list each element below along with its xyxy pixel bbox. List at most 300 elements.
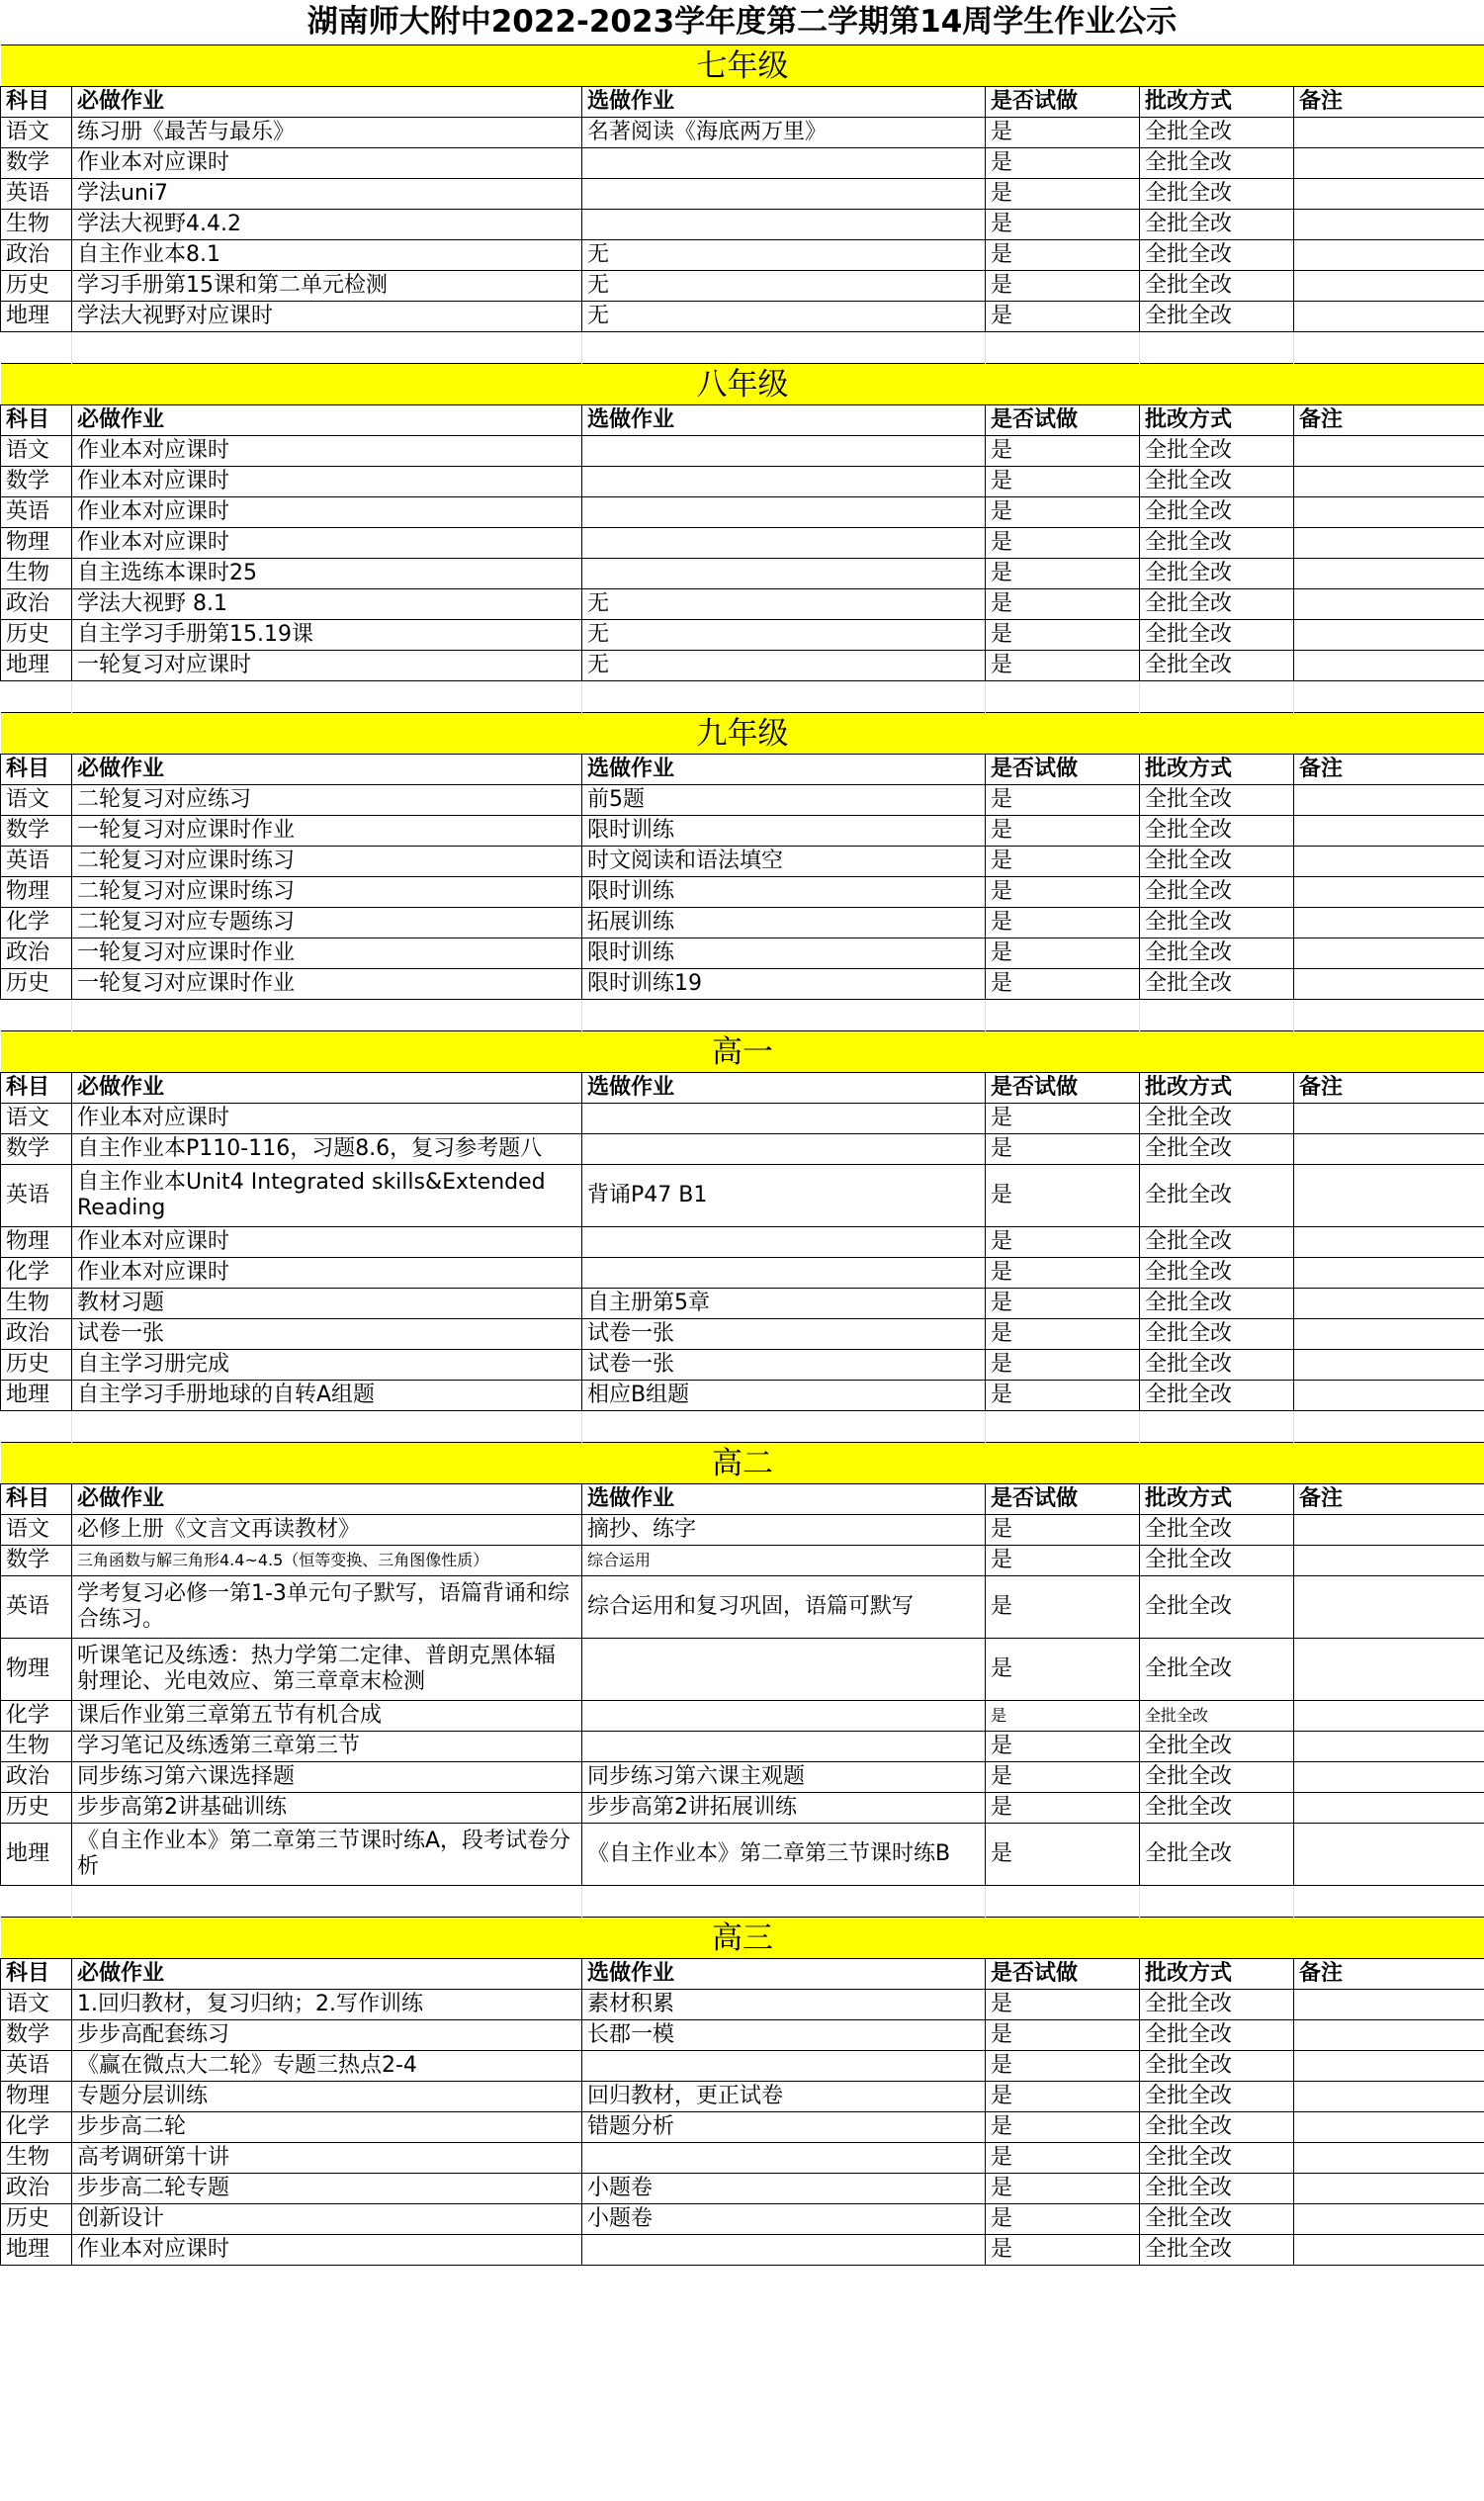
optional-cell: 小题卷 bbox=[582, 2204, 986, 2235]
column-header: 必做作业 bbox=[72, 1073, 582, 1104]
trial-cell: 是 bbox=[986, 589, 1140, 620]
required-cell: 自主作业本P110-116，习题8.6，复习参考题八 bbox=[72, 1134, 582, 1165]
required-cell: 学习手册第15课和第二单元检测 bbox=[72, 271, 582, 302]
optional-cell: 同步练习第六课主观题 bbox=[582, 1762, 986, 1793]
grade-band bbox=[1, 1918, 1484, 1959]
trial-cell: 是 bbox=[986, 1701, 1140, 1732]
optional-cell: 错题分析 bbox=[582, 2112, 986, 2143]
trial-cell: 是 bbox=[986, 1165, 1140, 1227]
remark-cell bbox=[1294, 2204, 1484, 2235]
required-cell: 作业本对应课时 bbox=[72, 1258, 582, 1289]
remark-cell bbox=[1294, 497, 1484, 528]
remark-cell bbox=[1294, 969, 1484, 1000]
table-row bbox=[1, 2143, 1484, 2174]
table-row bbox=[1, 271, 1484, 302]
table-row bbox=[1, 2204, 1484, 2235]
subject-cell: 物理 bbox=[1, 1639, 72, 1701]
required-cell: 听课笔记及练透：热力学第二定律、普朗克黑体辐射理论、光电效应、第三章章末检测 bbox=[72, 1639, 582, 1701]
required-cell: 作业本对应课时 bbox=[72, 497, 582, 528]
subject-cell: 物理 bbox=[1, 2082, 72, 2112]
table-row bbox=[1, 1515, 1484, 1546]
remark-cell bbox=[1294, 271, 1484, 302]
remark-cell bbox=[1294, 877, 1484, 908]
required-cell: 二轮复习对应专题练习 bbox=[72, 908, 582, 938]
remark-cell bbox=[1294, 1824, 1484, 1886]
table-row bbox=[1, 2051, 1484, 2082]
table-row bbox=[1, 1134, 1484, 1165]
subject-cell: 语文 bbox=[1, 1515, 72, 1546]
optional-cell: 拓展训练 bbox=[582, 908, 986, 938]
subject-cell: 数学 bbox=[1, 2020, 72, 2051]
table-row bbox=[1, 2020, 1484, 2051]
grading-cell: 全批全改 bbox=[1140, 210, 1294, 240]
optional-cell: 摘抄、练字 bbox=[582, 1515, 986, 1546]
column-header: 批改方式 bbox=[1140, 1073, 1294, 1104]
trial-cell: 是 bbox=[986, 908, 1140, 938]
optional-cell bbox=[582, 436, 986, 467]
column-header: 选做作业 bbox=[582, 1073, 986, 1104]
subject-cell: 政治 bbox=[1, 938, 72, 969]
table-row bbox=[1, 847, 1484, 877]
grading-cell: 全批全改 bbox=[1140, 1381, 1294, 1411]
trial-cell: 是 bbox=[986, 1990, 1140, 2020]
grading-cell: 全批全改 bbox=[1140, 1576, 1294, 1639]
optional-cell: 自主册第5章 bbox=[582, 1289, 986, 1319]
subject-cell: 物理 bbox=[1, 1227, 72, 1258]
trial-cell: 是 bbox=[986, 436, 1140, 467]
remark-cell bbox=[1294, 436, 1484, 467]
spacer-cell bbox=[1140, 1411, 1294, 1443]
trial-cell: 是 bbox=[986, 785, 1140, 816]
optional-cell bbox=[582, 1104, 986, 1134]
grading-cell: 全批全改 bbox=[1140, 1701, 1294, 1732]
trial-cell: 是 bbox=[986, 467, 1140, 497]
optional-cell bbox=[582, 1227, 986, 1258]
required-cell: 学法大视野 8.1 bbox=[72, 589, 582, 620]
optional-cell bbox=[582, 1732, 986, 1762]
trial-cell: 是 bbox=[986, 969, 1140, 1000]
subject-cell: 数学 bbox=[1, 148, 72, 179]
remark-cell bbox=[1294, 2051, 1484, 2082]
spacer-cell bbox=[1140, 681, 1294, 713]
grading-cell: 全批全改 bbox=[1140, 2235, 1294, 2266]
subject-cell: 英语 bbox=[1, 1576, 72, 1639]
column-header: 必做作业 bbox=[72, 87, 582, 118]
trial-cell: 是 bbox=[986, 1793, 1140, 1824]
optional-cell bbox=[582, 497, 986, 528]
grade-title: 高三 bbox=[1, 1918, 1484, 1959]
remark-cell bbox=[1294, 467, 1484, 497]
optional-cell: 无 bbox=[582, 651, 986, 681]
subject-cell: 生物 bbox=[1, 559, 72, 589]
subject-cell: 历史 bbox=[1, 1793, 72, 1824]
required-cell: 作业本对应课时 bbox=[72, 528, 582, 559]
trial-cell: 是 bbox=[986, 2112, 1140, 2143]
spacer-row bbox=[1, 1411, 1484, 1443]
grading-cell: 全批全改 bbox=[1140, 2174, 1294, 2204]
remark-cell bbox=[1294, 1104, 1484, 1134]
subject-cell: 历史 bbox=[1, 969, 72, 1000]
subject-cell: 数学 bbox=[1, 816, 72, 847]
spacer-cell bbox=[72, 1886, 582, 1918]
table-row bbox=[1, 436, 1484, 467]
spacer-cell bbox=[1, 1886, 72, 1918]
trial-cell: 是 bbox=[986, 1289, 1140, 1319]
table-row bbox=[1, 1165, 1484, 1227]
remark-cell bbox=[1294, 148, 1484, 179]
table-row bbox=[1, 467, 1484, 497]
grading-cell: 全批全改 bbox=[1140, 2020, 1294, 2051]
subject-cell: 语文 bbox=[1, 118, 72, 148]
spacer-cell bbox=[1, 1411, 72, 1443]
spacer-row bbox=[1, 1000, 1484, 1031]
column-header: 必做作业 bbox=[72, 1959, 582, 1990]
trial-cell: 是 bbox=[986, 559, 1140, 589]
subject-cell: 数学 bbox=[1, 1134, 72, 1165]
grading-cell: 全批全改 bbox=[1140, 2051, 1294, 2082]
trial-cell: 是 bbox=[986, 877, 1140, 908]
column-header: 备注 bbox=[1294, 1484, 1484, 1515]
optional-cell: 试卷一张 bbox=[582, 1319, 986, 1350]
spacer-cell bbox=[582, 681, 986, 713]
spacer-cell bbox=[582, 1886, 986, 1918]
table-row bbox=[1, 2082, 1484, 2112]
optional-cell: 限时训练 bbox=[582, 877, 986, 908]
subject-cell: 历史 bbox=[1, 1350, 72, 1381]
grading-cell: 全批全改 bbox=[1140, 1515, 1294, 1546]
required-cell: 自主选练本课时25 bbox=[72, 559, 582, 589]
spacer-row bbox=[1, 681, 1484, 713]
trial-cell: 是 bbox=[986, 2082, 1140, 2112]
table-row bbox=[1, 1227, 1484, 1258]
table-row bbox=[1, 1793, 1484, 1824]
grading-cell: 全批全改 bbox=[1140, 651, 1294, 681]
required-cell: 学考复习必修一第1-3单元句子默写，语篇背诵和综合练习。 bbox=[72, 1576, 582, 1639]
table-row bbox=[1, 1350, 1484, 1381]
grade-band bbox=[1, 45, 1484, 87]
column-header: 选做作业 bbox=[582, 1484, 986, 1515]
required-cell: 步步高二轮 bbox=[72, 2112, 582, 2143]
remark-cell bbox=[1294, 1289, 1484, 1319]
required-cell: 自主学习手册地球的自转A组题 bbox=[72, 1381, 582, 1411]
trial-cell: 是 bbox=[986, 1824, 1140, 1886]
grading-cell: 全批全改 bbox=[1140, 877, 1294, 908]
grading-cell: 全批全改 bbox=[1140, 2082, 1294, 2112]
trial-cell: 是 bbox=[986, 210, 1140, 240]
grading-cell: 全批全改 bbox=[1140, 969, 1294, 1000]
remark-cell bbox=[1294, 1134, 1484, 1165]
grading-cell: 全批全改 bbox=[1140, 1227, 1294, 1258]
required-cell: 学法uni7 bbox=[72, 179, 582, 210]
optional-cell: 小题卷 bbox=[582, 2174, 986, 2204]
column-header: 选做作业 bbox=[582, 405, 986, 436]
trial-cell: 是 bbox=[986, 528, 1140, 559]
optional-cell: 长郡一模 bbox=[582, 2020, 986, 2051]
subject-cell: 语文 bbox=[1, 436, 72, 467]
spacer-cell bbox=[1, 332, 72, 364]
trial-cell: 是 bbox=[986, 497, 1140, 528]
trial-cell: 是 bbox=[986, 2235, 1140, 2266]
spacer-cell bbox=[1294, 1886, 1484, 1918]
column-header: 科目 bbox=[1, 1073, 72, 1104]
table-row bbox=[1, 2112, 1484, 2143]
trial-cell: 是 bbox=[986, 1319, 1140, 1350]
required-cell: 1.回归教材，复习归纳；2.写作训练 bbox=[72, 1990, 582, 2020]
subject-cell: 物理 bbox=[1, 528, 72, 559]
column-header: 备注 bbox=[1294, 755, 1484, 785]
remark-cell bbox=[1294, 847, 1484, 877]
grading-cell: 全批全改 bbox=[1140, 240, 1294, 271]
optional-cell: 步步高第2讲拓展训练 bbox=[582, 1793, 986, 1824]
trial-cell: 是 bbox=[986, 1732, 1140, 1762]
grading-cell: 全批全改 bbox=[1140, 1546, 1294, 1576]
optional-cell bbox=[582, 528, 986, 559]
trial-cell: 是 bbox=[986, 2020, 1140, 2051]
required-cell: 自主作业本Unit4 Integrated skills&Extended Reading bbox=[72, 1165, 582, 1227]
column-header: 科目 bbox=[1, 1959, 72, 1990]
grade-title: 九年级 bbox=[1, 713, 1484, 755]
column-header-row bbox=[1, 405, 1484, 436]
remark-cell bbox=[1294, 2235, 1484, 2266]
spacer-cell bbox=[582, 332, 986, 364]
grading-cell: 全批全改 bbox=[1140, 620, 1294, 651]
required-cell: 一轮复习对应课时作业 bbox=[72, 816, 582, 847]
table-row bbox=[1, 1258, 1484, 1289]
remark-cell bbox=[1294, 210, 1484, 240]
table-row bbox=[1, 1701, 1484, 1732]
required-cell: 二轮复习对应课时练习 bbox=[72, 877, 582, 908]
required-cell: 自主学习手册第15.19课 bbox=[72, 620, 582, 651]
column-header: 是否试做 bbox=[986, 405, 1140, 436]
remark-cell bbox=[1294, 528, 1484, 559]
trial-cell: 是 bbox=[986, 2174, 1140, 2204]
optional-cell: 综合运用和复习巩固，语篇可默写 bbox=[582, 1576, 986, 1639]
grading-cell: 全批全改 bbox=[1140, 559, 1294, 589]
subject-cell: 英语 bbox=[1, 497, 72, 528]
subject-cell: 数学 bbox=[1, 1546, 72, 1576]
optional-cell: 名著阅读《海底两万里》 bbox=[582, 118, 986, 148]
column-header: 批改方式 bbox=[1140, 1959, 1294, 1990]
spacer-cell bbox=[986, 1000, 1140, 1031]
subject-cell: 语文 bbox=[1, 785, 72, 816]
grade-band bbox=[1, 713, 1484, 755]
spacer-cell bbox=[1294, 681, 1484, 713]
table-row bbox=[1, 559, 1484, 589]
table-row bbox=[1, 908, 1484, 938]
grading-cell: 全批全改 bbox=[1140, 1104, 1294, 1134]
subject-cell: 英语 bbox=[1, 179, 72, 210]
optional-cell: 试卷一张 bbox=[582, 1350, 986, 1381]
grading-cell: 全批全改 bbox=[1140, 938, 1294, 969]
required-cell: 步步高第2讲基础训练 bbox=[72, 1793, 582, 1824]
required-cell: 试卷一张 bbox=[72, 1319, 582, 1350]
grade-title: 高一 bbox=[1, 1031, 1484, 1073]
grading-cell: 全批全改 bbox=[1140, 467, 1294, 497]
table-row bbox=[1, 118, 1484, 148]
optional-cell bbox=[582, 2051, 986, 2082]
column-header: 必做作业 bbox=[72, 405, 582, 436]
column-header: 批改方式 bbox=[1140, 1484, 1294, 1515]
grade-band bbox=[1, 1031, 1484, 1073]
remark-cell bbox=[1294, 179, 1484, 210]
optional-cell bbox=[582, 1701, 986, 1732]
remark-cell bbox=[1294, 785, 1484, 816]
trial-cell: 是 bbox=[986, 179, 1140, 210]
grading-cell: 全批全改 bbox=[1140, 528, 1294, 559]
required-cell: 创新设计 bbox=[72, 2204, 582, 2235]
optional-cell bbox=[582, 210, 986, 240]
column-header-row bbox=[1, 1073, 1484, 1104]
table-row bbox=[1, 1319, 1484, 1350]
optional-cell: 限时训练 bbox=[582, 816, 986, 847]
table-row bbox=[1, 210, 1484, 240]
required-cell: 一轮复习对应课时作业 bbox=[72, 969, 582, 1000]
column-header: 批改方式 bbox=[1140, 405, 1294, 436]
subject-cell: 历史 bbox=[1, 620, 72, 651]
grade-title: 八年级 bbox=[1, 364, 1484, 405]
optional-cell bbox=[582, 2143, 986, 2174]
required-cell: 《自主作业本》第二章第三节课时练A，段考试卷分析 bbox=[72, 1824, 582, 1886]
column-header: 是否试做 bbox=[986, 87, 1140, 118]
subject-cell: 语文 bbox=[1, 1990, 72, 2020]
column-header: 是否试做 bbox=[986, 1484, 1140, 1515]
column-header: 科目 bbox=[1, 1484, 72, 1515]
remark-cell bbox=[1294, 908, 1484, 938]
table-row bbox=[1, 620, 1484, 651]
table-row bbox=[1, 785, 1484, 816]
trial-cell: 是 bbox=[986, 1134, 1140, 1165]
subject-cell: 历史 bbox=[1, 271, 72, 302]
optional-cell: 限时训练 bbox=[582, 938, 986, 969]
grading-cell: 全批全改 bbox=[1140, 2204, 1294, 2235]
required-cell: 一轮复习对应课时 bbox=[72, 651, 582, 681]
column-header: 选做作业 bbox=[582, 87, 986, 118]
spacer-cell bbox=[1294, 1000, 1484, 1031]
grading-cell: 全批全改 bbox=[1140, 148, 1294, 179]
optional-cell: 无 bbox=[582, 302, 986, 332]
table-row bbox=[1, 497, 1484, 528]
column-header: 是否试做 bbox=[986, 755, 1140, 785]
grading-cell: 全批全改 bbox=[1140, 271, 1294, 302]
trial-cell: 是 bbox=[986, 1576, 1140, 1639]
remark-cell bbox=[1294, 1701, 1484, 1732]
subject-cell: 地理 bbox=[1, 1824, 72, 1886]
required-cell: 自主学习册完成 bbox=[72, 1350, 582, 1381]
table-row bbox=[1, 302, 1484, 332]
remark-cell bbox=[1294, 938, 1484, 969]
subject-cell: 英语 bbox=[1, 847, 72, 877]
subject-cell: 英语 bbox=[1, 2051, 72, 2082]
optional-cell: 回归教材，更正试卷 bbox=[582, 2082, 986, 2112]
table-row bbox=[1, 1381, 1484, 1411]
table-row bbox=[1, 1762, 1484, 1793]
table-row bbox=[1, 969, 1484, 1000]
remark-cell bbox=[1294, 2143, 1484, 2174]
spacer-cell bbox=[986, 1411, 1140, 1443]
subject-cell: 地理 bbox=[1, 651, 72, 681]
table-row bbox=[1, 816, 1484, 847]
table-row bbox=[1, 240, 1484, 271]
grading-cell: 全批全改 bbox=[1140, 785, 1294, 816]
subject-cell: 历史 bbox=[1, 2204, 72, 2235]
spacer-cell bbox=[582, 1000, 986, 1031]
subject-cell: 政治 bbox=[1, 589, 72, 620]
page-title: 湖南师大附中2022-2023学年度第二学期第14周学生作业公示 bbox=[306, 4, 1178, 40]
spacer-cell bbox=[1, 1000, 72, 1031]
required-cell: 作业本对应课时 bbox=[72, 148, 582, 179]
trial-cell: 是 bbox=[986, 1546, 1140, 1576]
optional-cell: 无 bbox=[582, 589, 986, 620]
subject-cell: 政治 bbox=[1, 240, 72, 271]
table-row bbox=[1, 1576, 1484, 1639]
spacer-cell bbox=[986, 681, 1140, 713]
subject-cell: 英语 bbox=[1, 1165, 72, 1227]
table-row bbox=[1, 1104, 1484, 1134]
column-header: 必做作业 bbox=[72, 755, 582, 785]
spacer-cell bbox=[72, 681, 582, 713]
grade-band bbox=[1, 1443, 1484, 1484]
optional-cell bbox=[582, 1258, 986, 1289]
grading-cell: 全批全改 bbox=[1140, 847, 1294, 877]
subject-cell: 化学 bbox=[1, 2112, 72, 2143]
column-header: 选做作业 bbox=[582, 755, 986, 785]
table-row bbox=[1, 651, 1484, 681]
subject-cell: 化学 bbox=[1, 908, 72, 938]
optional-cell bbox=[582, 2235, 986, 2266]
remark-cell bbox=[1294, 1576, 1484, 1639]
required-cell: 学法大视野对应课时 bbox=[72, 302, 582, 332]
optional-cell: 相应B组题 bbox=[582, 1381, 986, 1411]
grading-cell: 全批全改 bbox=[1140, 118, 1294, 148]
trial-cell: 是 bbox=[986, 1350, 1140, 1381]
remark-cell bbox=[1294, 1350, 1484, 1381]
table-row bbox=[1, 2174, 1484, 2204]
optional-cell bbox=[582, 1134, 986, 1165]
grading-cell: 全批全改 bbox=[1140, 1793, 1294, 1824]
required-cell: 三角函数与解三角形4.4~4.5（恒等变换、三角图像性质） bbox=[72, 1546, 582, 1576]
table-row bbox=[1, 148, 1484, 179]
trial-cell: 是 bbox=[986, 1762, 1140, 1793]
subject-cell: 生物 bbox=[1, 2143, 72, 2174]
optional-cell: 《自主作业本》第二章第三节课时练B bbox=[582, 1824, 986, 1886]
table-row bbox=[1, 1732, 1484, 1762]
remark-cell bbox=[1294, 1165, 1484, 1227]
remark-cell bbox=[1294, 240, 1484, 271]
trial-cell: 是 bbox=[986, 1258, 1140, 1289]
grading-cell: 全批全改 bbox=[1140, 179, 1294, 210]
grade-band bbox=[1, 364, 1484, 405]
subject-cell: 数学 bbox=[1, 467, 72, 497]
table-row bbox=[1, 1824, 1484, 1886]
column-header: 是否试做 bbox=[986, 1959, 1140, 1990]
remark-cell bbox=[1294, 559, 1484, 589]
column-header: 备注 bbox=[1294, 1959, 1484, 1990]
spacer-cell bbox=[986, 332, 1140, 364]
required-cell: 《赢在微点大二轮》专题三热点2-4 bbox=[72, 2051, 582, 2082]
column-header-row bbox=[1, 1484, 1484, 1515]
required-cell: 作业本对应课时 bbox=[72, 2235, 582, 2266]
remark-cell bbox=[1294, 1793, 1484, 1824]
optional-cell: 综合运用 bbox=[582, 1546, 986, 1576]
required-cell: 课后作业第三章第五节有机合成 bbox=[72, 1701, 582, 1732]
remark-cell bbox=[1294, 651, 1484, 681]
remark-cell bbox=[1294, 2020, 1484, 2051]
grading-cell: 全批全改 bbox=[1140, 1639, 1294, 1701]
subject-cell: 政治 bbox=[1, 1762, 72, 1793]
subject-cell: 政治 bbox=[1, 1319, 72, 1350]
trial-cell: 是 bbox=[986, 847, 1140, 877]
subject-cell: 生物 bbox=[1, 210, 72, 240]
